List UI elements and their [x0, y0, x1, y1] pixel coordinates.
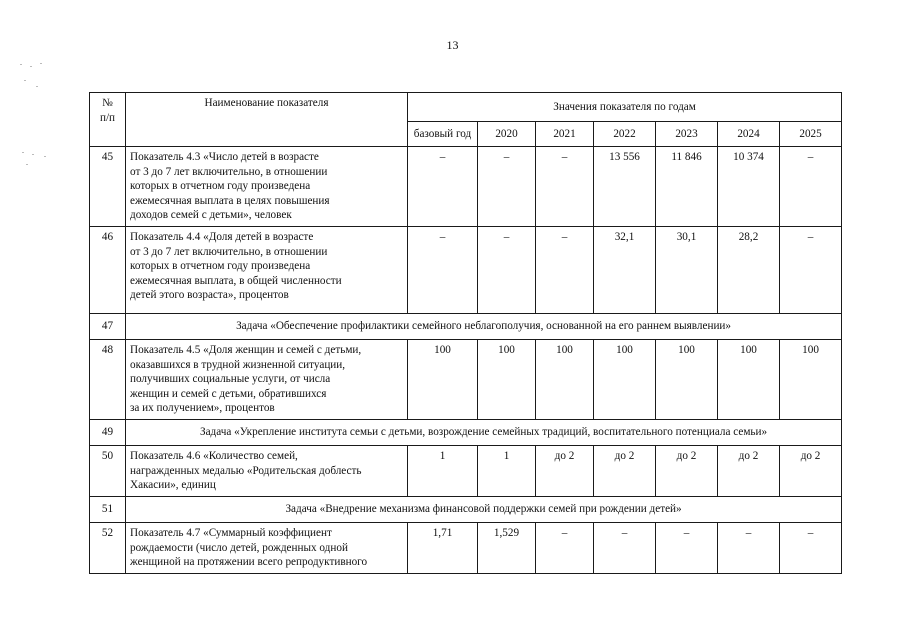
value-cell: –	[408, 147, 478, 227]
table-row	[90, 227, 842, 314]
value-cell: до 2	[780, 446, 842, 497]
value-cell: до 2	[656, 446, 718, 497]
value-cell: –	[718, 523, 780, 574]
value-cell: –	[536, 227, 594, 314]
header-num: № п/п	[90, 93, 126, 147]
value-cell: –	[478, 227, 536, 314]
value-cell: 100	[780, 340, 842, 420]
indicator-name: Показатель 4.7 «Суммарный коэффициент рождаемости (число детей, рожденных одной женщиной на протяжении всего репродуктивного	[126, 523, 408, 574]
header-year: 2020	[478, 122, 536, 147]
value-cell: 13 556	[594, 147, 656, 227]
indicator-name: Показатель 4.3 «Число детей в возрасте от 3 до 7 лет включительно, в отношении которых в отчетном году произведена ежемесячная выплата в целях повышения доходов семей с детьми», человек	[126, 147, 408, 227]
row-number: 49	[90, 420, 126, 446]
value-cell: 1,71	[408, 523, 478, 574]
task-title: Задача «Укрепление института семьи с детьми, возрождение семейных традиций, воспитательного потенциала семьи»	[126, 420, 842, 446]
header-year: базовый год	[408, 122, 478, 147]
indicator-name: Показатель 4.4 «Доля детей в возрасте от 3 до 7 лет включительно, в отношении которых в отчетном году произведена ежемесячная выплата, в общей численности детей этого возраста», процентов	[126, 227, 408, 314]
row-number: 51	[90, 497, 126, 523]
row-number: 47	[90, 314, 126, 340]
indicator-name: Показатель 4.5 «Доля женщин и семей с детьми, оказавшихся в трудной жизненной ситуации, получивших социальные услуги, от числа женщин и семей с детьми, обратившихся за их получением», процентов	[126, 340, 408, 420]
value-cell: 30,1	[656, 227, 718, 314]
value-cell: 100	[408, 340, 478, 420]
value-cell: 10 374	[718, 147, 780, 227]
value-cell: –	[478, 147, 536, 227]
header-year: 2024	[718, 122, 780, 147]
value-cell: –	[780, 147, 842, 227]
task-row	[90, 314, 842, 340]
table-row	[90, 147, 842, 227]
header-year: 2022	[594, 122, 656, 147]
table-row	[90, 340, 842, 420]
row-number: 52	[90, 523, 126, 574]
value-cell: до 2	[594, 446, 656, 497]
value-cell: до 2	[536, 446, 594, 497]
value-cell: –	[780, 227, 842, 314]
row-number: 45	[90, 147, 126, 227]
value-cell: 100	[594, 340, 656, 420]
page-number: 13	[446, 38, 459, 52]
value-cell: 100	[536, 340, 594, 420]
task-row	[90, 420, 842, 446]
header-values-group: Значения показателя по годам	[408, 93, 842, 122]
value-cell: 100	[478, 340, 536, 420]
value-cell: 100	[718, 340, 780, 420]
value-cell: –	[780, 523, 842, 574]
value-cell: 28,2	[718, 227, 780, 314]
value-cell: –	[536, 523, 594, 574]
table-row	[90, 446, 842, 497]
value-cell: 1	[408, 446, 478, 497]
indicator-name: Показатель 4.6 «Количество семей, награжденных медалью «Родительская доблесть Хакасии», единиц	[126, 446, 408, 497]
value-cell: –	[408, 227, 478, 314]
value-cell: 1	[478, 446, 536, 497]
header-year: 2025	[780, 122, 842, 147]
task-title: Задача «Внедрение механизма финансовой поддержки семей при рождении детей»	[126, 497, 842, 523]
row-number: 46	[90, 227, 126, 314]
value-cell: –	[536, 147, 594, 227]
value-cell: 1,529	[478, 523, 536, 574]
header-year: 2021	[536, 122, 594, 147]
value-cell: до 2	[718, 446, 780, 497]
value-cell: –	[656, 523, 718, 574]
value-cell: –	[594, 523, 656, 574]
row-number: 50	[90, 446, 126, 497]
value-cell: 11 846	[656, 147, 718, 227]
header-year: 2023	[656, 122, 718, 147]
value-cell: 100	[656, 340, 718, 420]
value-cell: 32,1	[594, 227, 656, 314]
indicators-table	[89, 92, 842, 574]
row-number: 48	[90, 340, 126, 420]
task-title: Задача «Обеспечение профилактики семейного неблагополучия, основанной на его раннем выявлении»	[126, 314, 842, 340]
header-name: Наименование показателя	[126, 93, 408, 147]
task-row	[90, 497, 842, 523]
table-row	[90, 523, 842, 574]
